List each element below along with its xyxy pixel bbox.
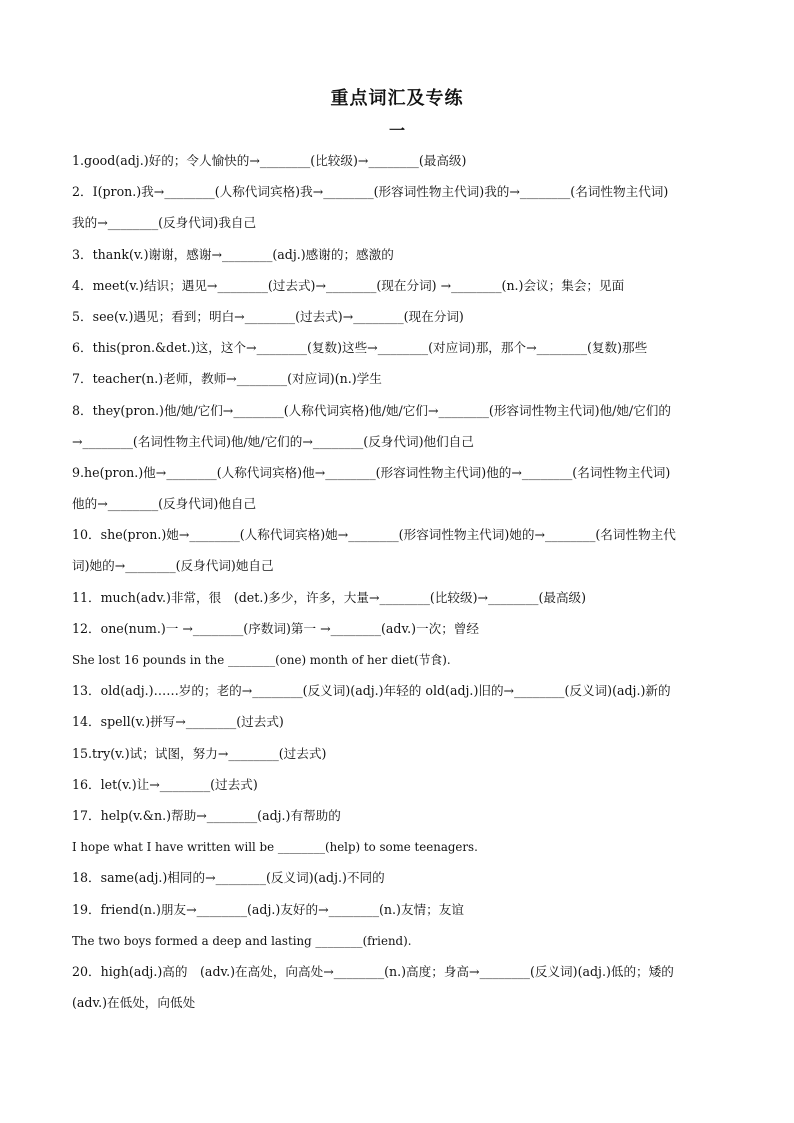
list-item: 19．friend(n.)朋友→________(adj.)友好的→________(n.)友情；友谊 [72,901,464,917]
list-item: 16．let(v.)让→________(过去式) [72,776,258,792]
list-item: 我的→________(反身代词)我自己 [72,215,257,231]
list-item: 1.good(adj.)好的；令人愉快的→________(比较级)→________(最高级) [72,153,467,168]
list-item: 15.try(v.)试；试图，努力→________(过去式) [72,745,327,761]
list-item: 3．thank(v.)谢谢，感谢→________(adj.)感谢的；感激的 [72,246,394,262]
list-item: 18．same(adj.)相同的→________(反义词)(adj.)不同的 [72,870,385,886]
section-number: 一 [388,121,405,140]
page-title: 重点词汇及专练 [330,88,464,109]
list-item: 8．they(pron.)他/她/它们→________(人称代词宾格)他/她/它们→________(形容词性物主代词)他/她/它们的 [72,402,671,418]
vocabulary-list [72,152,732,1025]
example-sentence: She lost 16 pounds in the ________(one) month of her diet(节食). [72,653,451,667]
list-item: →________(名词性物主代词)他/她/它们的→________(反身代词)他们自己 [72,433,474,449]
list-item: 他的→________(反身代词)他自己 [72,496,257,512]
list-item: 4．meet(v.)结识；遇见→________(过去式)→________(现在分词) →________(n.)会议；集会；见面 [72,277,625,293]
list-item: 5．see(v.)遇见；看到；明白→________(过去式)→________(现在分词) [72,308,464,324]
list-item: 12．one(num.)一 →________(序数词)第一 →________(adv.)一次；曾经 [72,620,479,636]
list-item: 20．high(adj.)高的 (adv.)在高处，向高处→________(n.)高度；身高→________(反义词)(adj.)低的；矮的 [72,963,674,979]
list-item: 14．spell(v.)拼写→________(过去式) [72,714,284,730]
list-item: 9.he(pron.)他→________(人称代词宾格)他→________(形容词性物主代词)他的→________(名词性物主代词) [72,464,671,480]
list-item: 13．old(adj.)……岁的；老的→________(反义词)(adj.)年轻的 old(adj.)旧的→________(反义词)(adj.)新的 [72,683,671,699]
list-item: (adv.)在低处，向低处 [72,995,196,1011]
example-sentence: The two boys formed a deep and lasting ________(friend). [72,933,412,948]
list-item: 6．this(pron.&det.)这，这个→________(复数)这些→________(对应词)那，那个→________(复数)那些 [72,340,648,356]
example-sentence: I hope what I have written will be ________(help) to some teenagers. [72,840,478,855]
list-item: 11．much(adv.)非常，很 (det.)多少，许多，大量→________(比较级)→________(最高级) [72,589,587,605]
list-item: 10．she(pron.)她→________(人称代词宾格)她→________(形容词性物主代词)她的→________(名词性物主代 [72,527,676,543]
list-item: 7．teacher(n.)老师，教师→________(对应词)(n.)学生 [72,371,382,387]
list-item: 2．I(pron.)我→________(人称代词宾格)我→________(形容词性物主代词)我的→________(名词性物主代词) [72,184,669,200]
list-item: 17．help(v.&n.)帮助→________(adj.)有帮助的 [72,807,341,823]
list-item: 词)她的→________(反身代词)她自己 [72,558,274,574]
